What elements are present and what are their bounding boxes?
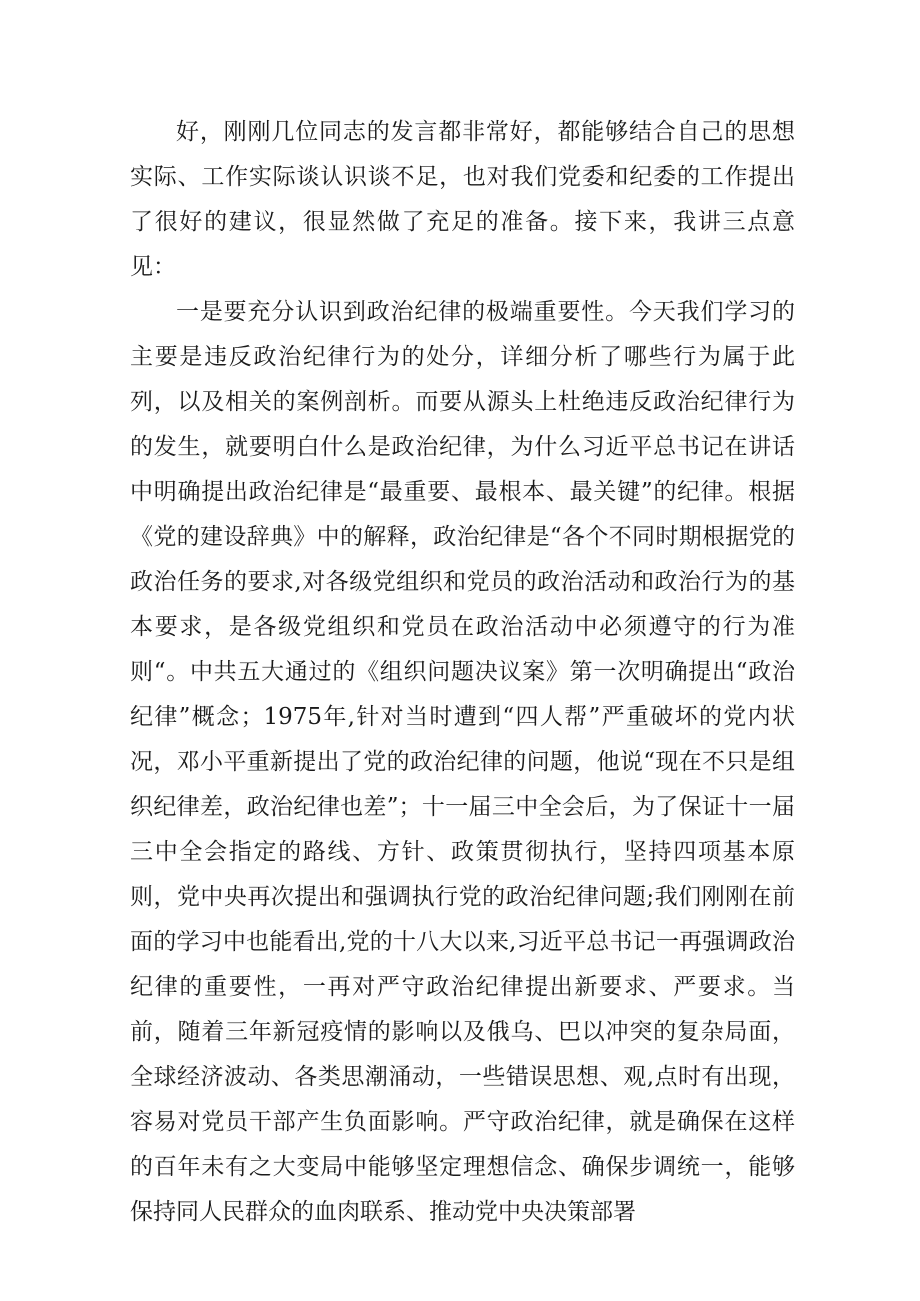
paragraph-opening: 好，刚刚几位同志的发言都非常好，都能够结合自己的思想实际、工作实际谈认识谈不足，也对我们党委和纪委的工作提出了很好的建议，很显然做了充足的准备。接下来，我讲三点意见： <box>130 119 795 280</box>
document-body <box>130 110 795 1235</box>
paragraph-point-one: 一是要充分认识到政治纪律的极端重要性。今天我们学习的主要是违反政治纪律行为的处分，详细分析了哪些行为属于此列，以及相关的案例剖析。而要从源头上杜绝违反政治纪律行为的发生，就要明白什么是政治纪律，为什么习近平总书记在讲话中明确提出政治纪律是“最重要、最根本、最关键”的纪律。根据《党的建设辞典》中的解释，政治纪律是“各个不同时期根据党的政治任务的要求,对各级党组织和党员的政治活动和政治行为的基本要求，是各级党组织和党员在政治活动中必须遵守的行为准则“。中共五大通过的《组织问题决议案》第一次明确提出“政治纪律”概念；1975年,针对当时遭到“四人帮”严重破坏的党内状况，邓小平重新提出了党的政治纪律的问题，他说“现在不只是组织纪律差，政治纪律也差”；十一届三中全会后，为了保证十一届三中全会指定的路线、方针、政策贯彻执行，坚持四项基本原则，党中央再次提出和强调执行党的政治纪律问题;我们刚刚在前面的学习中也能看出,党的十八大以来,习近平总书记一再强调政治纪律的重要性，一再对严守政治纪律提出新要求、严要求。当前，随着三年新冠疫情的影响以及俄乌、巴以冲突的复杂局面，全球经济波动、各类思潮涌动，一些错误思想、观,点时有出现，容易对党员干部产生负面影响。严守政治纪律，就是确保在这样的百年未有之大变局中能够坚定理想信念、确保步调统一，能够保持同人民群众的血肉联系、推动党中央决策部署 <box>130 299 795 1225</box>
